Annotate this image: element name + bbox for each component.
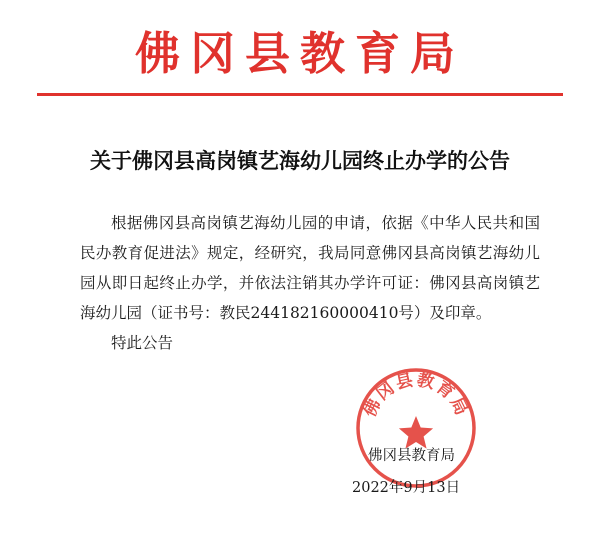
notice-body bbox=[80, 208, 540, 358]
letterhead-org-name: 佛冈县教育局 bbox=[134, 27, 465, 80]
seal-text bbox=[359, 369, 472, 420]
seal-text-path: 佛冈县教育局 bbox=[359, 370, 473, 421]
issue-date: 2022年9月13日 bbox=[352, 480, 461, 496]
notice-closing: 特此公告 bbox=[111, 334, 174, 352]
notice-paragraph: 根据佛冈县高岗镇艺海幼儿园的申请，依据《中华人民共和国民办教育促进法》规定，经研究，我局同意佛冈县高岗镇艺海幼儿园从即日起终止办学，并依法注销其办学许可证：佛冈县高岗镇艺海幼儿园（证书号：教民244182160000410号）及印章。 bbox=[80, 214, 540, 322]
letterhead-divider bbox=[37, 93, 563, 96]
issuer-name: 佛冈县教育局 bbox=[368, 448, 455, 464]
notice-title: 关于佛冈县高岗镇艺海幼儿园终止办学的公告 bbox=[90, 148, 510, 173]
star-icon bbox=[399, 416, 433, 449]
official-seal bbox=[354, 366, 478, 490]
